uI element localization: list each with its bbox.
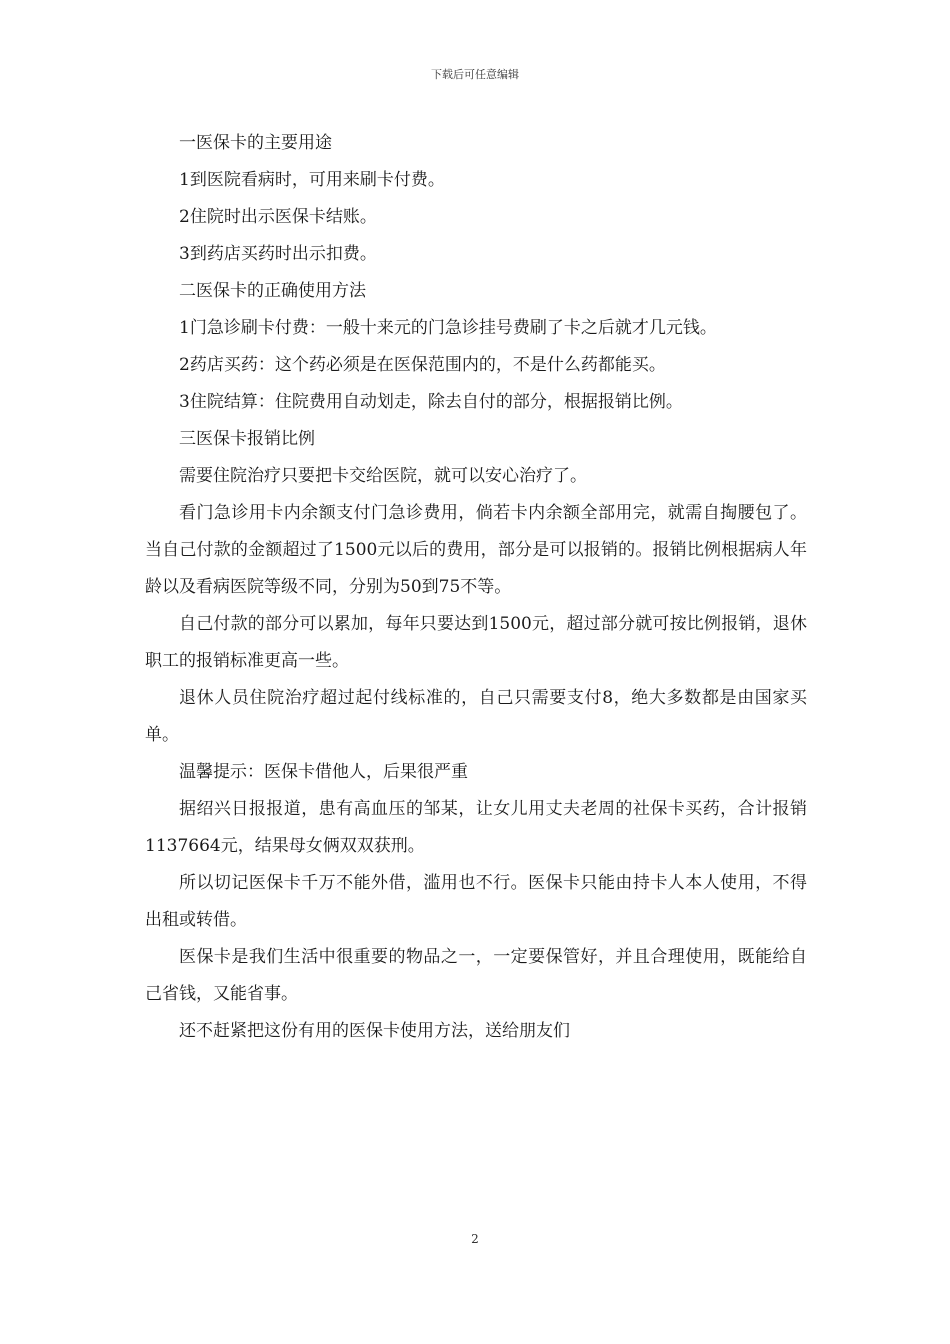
list-item-method-3: 3住院结算：住院费用自动划走，除去自付的部分，根据报销比例。 <box>179 392 683 412</box>
section-heading-methods: 二医保卡的正确使用方法 <box>179 281 366 301</box>
paragraph: 所以切记医保卡千万不能外借，滥用也不行。医保卡只能由持卡人本人使用，不得出租或转借。 <box>145 873 807 930</box>
section-heading-uses: 一医保卡的主要用途 <box>179 133 332 153</box>
paragraph: 需要住院治疗只要把卡交给医院，就可以安心治疗了。 <box>179 466 587 486</box>
paragraph: 还不赶紧把这份有用的医保卡使用方法，送给朋友们 <box>179 1021 570 1041</box>
document-body <box>145 125 807 1050</box>
list-item-use-3: 3到药店买药时出示扣费。 <box>179 244 377 264</box>
section-heading-reimbursement: 三医保卡报销比例 <box>179 429 315 449</box>
paragraph: 看门急诊用卡内余额支付门急诊费用，倘若卡内余额全部用完，就需自掏腰包了。当自己付款的金额超过了1500元以后的费用，部分是可以报销的。报销比例根据病人年龄以及看病医院等级不同，分别为50到75不等。 <box>145 503 807 597</box>
list-item-use-1: 1到医院看病时，可用来刷卡付费。 <box>179 170 445 190</box>
paragraph: 医保卡是我们生活中很重要的物品之一，一定要保管好，并且合理使用，既能给自己省钱，又能省事。 <box>145 947 807 1004</box>
list-item-use-2: 2住院时出示医保卡结账。 <box>179 207 377 227</box>
tip-heading: 温馨提示：医保卡借他人，后果很严重 <box>179 762 468 782</box>
list-item-method-2: 2药店买药：这个药必须是在医保范围内的，不是什么药都能买。 <box>179 355 666 375</box>
page-number: 2 <box>471 1232 479 1246</box>
page-header: 下载后可任意编辑 <box>431 68 519 81</box>
paragraph: 退休人员住院治疗超过起付线标准的，自己只需要支付8，绝大多数都是由国家买单。 <box>145 688 807 745</box>
paragraph: 据绍兴日报报道，患有高血压的邹某，让女儿用丈夫老周的社保卡买药，合计报销1137664元，结果母女俩双双获刑。 <box>145 799 807 856</box>
list-item-method-1: 1门急诊刷卡付费：一般十来元的门急诊挂号费刷了卡之后就才几元钱。 <box>179 318 717 338</box>
paragraph: 自己付款的部分可以累加，每年只要达到1500元，超过部分就可按比例报销，退休职工的报销标准更高一些。 <box>145 614 807 671</box>
